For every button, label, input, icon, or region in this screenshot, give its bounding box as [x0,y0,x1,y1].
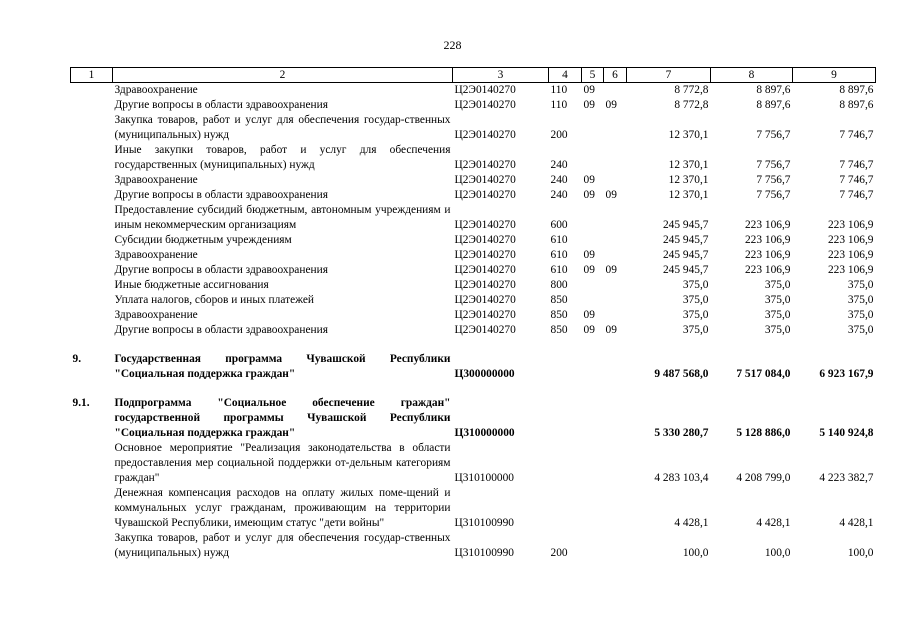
row-number [71,278,113,293]
target-article-code: Ц310100000 [454,472,514,484]
item-name: Здравоохранение [114,309,198,321]
subsection-code [604,531,627,561]
amount-year-3: 223 106,9 [827,234,874,246]
amount-year-3: 375,0 [847,294,874,306]
section-code: 09 [583,264,595,276]
expense-type-code: 110 [550,84,568,96]
table-row [71,248,876,263]
table-row [71,188,876,203]
section-code: 09 [583,309,595,321]
item-name: Закупка товаров, работ и услуг для обеспечения государ-ственных (муниципальных) нужд [114,532,451,559]
table-row [71,203,876,233]
amount-year-2: 7 756,7 [756,129,791,141]
expense-type-code: 240 [550,174,568,186]
amount-year-2: 7 756,7 [756,189,791,201]
amount-year-1: 5 330 280,7 [654,427,709,439]
expense-type-code: 610 [550,234,568,246]
section-code: 09 [583,249,595,261]
row-number: 9. [72,353,82,365]
target-article-code: Ц2Э0140270 [454,249,516,261]
header-cell: 2 [113,68,453,83]
item-name: Другие вопросы в области здравоохранения [114,99,328,111]
subsection-code [604,278,627,293]
item-name: Здравоохранение [114,84,198,96]
header-cell: 7 [627,68,711,83]
table-row [71,113,876,143]
section-code: 09 [583,324,595,336]
target-article-code: Ц2Э0140270 [454,324,516,336]
subsection-code: 09 [605,189,617,201]
amount-year-2: 375,0 [764,309,791,321]
amount-year-2: 4 208 799,0 [736,472,791,484]
expense-type-code: 600 [550,219,568,231]
section-code: 09 [583,189,595,201]
row-number [71,323,113,338]
row-number [71,293,113,308]
item-name: Подпрограмма "Социальное обеспечение граждан" государственной программы Чувашской Республики "Социальная поддержка граждан" [114,397,451,439]
table-row [71,308,876,323]
target-article-code: Ц310000000 [454,427,515,439]
item-name: Здравоохранение [114,249,198,261]
subsection-code [604,352,627,382]
subsection-code [604,248,627,263]
expense-type-code [549,441,582,486]
section-code: 09 [583,99,595,111]
amount-year-2: 7 756,7 [756,174,791,186]
amount-year-2: 223 106,9 [744,234,791,246]
expense-type-code: 800 [550,279,568,291]
target-article-code: Ц2Э0140270 [454,279,516,291]
table-row [71,278,876,293]
amount-year-2: 7 517 084,0 [736,368,791,380]
expense-type-code: 240 [550,189,568,201]
amount-year-1: 4 428,1 [674,517,709,529]
table-row [71,531,876,561]
item-name: Уплата налогов, сборов и иных платежей [114,294,314,306]
amount-year-1: 12 370,1 [668,129,709,141]
target-article-code: Ц2Э0140270 [454,219,516,231]
amount-year-3: 7 746,7 [839,159,874,171]
table-row [71,173,876,188]
subsection-code [604,143,627,173]
amount-year-1: 245 945,7 [662,264,709,276]
table-row [71,83,876,99]
spacer-row [71,382,876,396]
header-cell: 4 [549,68,582,83]
table-row [71,293,876,308]
table-row [71,233,876,248]
amount-year-2: 7 756,7 [756,159,791,171]
row-number [71,531,113,561]
row-number [71,233,113,248]
table-row [71,396,876,441]
section-code [582,396,604,441]
amount-year-3: 7 746,7 [839,174,874,186]
spacer-row [71,338,876,352]
expense-type-code: 850 [550,294,568,306]
expense-type-code: 850 [550,309,568,321]
amount-year-1: 245 945,7 [662,234,709,246]
spacer-cell [71,338,876,352]
section-code [582,531,604,561]
expense-type-code: 200 [550,547,568,559]
amount-year-1: 8 772,8 [674,99,709,111]
amount-year-1: 4 283 103,4 [654,472,709,484]
amount-year-2: 223 106,9 [744,264,791,276]
section-code [582,143,604,173]
subsection-code [604,293,627,308]
item-name: Основное мероприятие "Реализация законодательства в области предоставления мер социальной поддержки от-дельным категориям граждан" [114,442,451,484]
section-code: 09 [583,84,595,96]
section-code [582,441,604,486]
target-article-code: Ц2Э0140270 [454,84,516,96]
table-row [71,486,876,531]
expense-type-code [549,352,582,382]
expense-type-code: 610 [550,264,568,276]
row-number [71,486,113,531]
amount-year-3: 4 428,1 [839,517,874,529]
header-cell: 9 [793,68,876,83]
header-cell: 8 [711,68,793,83]
target-article-code: Ц2Э0140270 [454,264,516,276]
section-code [582,203,604,233]
item-name: Предоставление субсидий бюджетным, автономным учреждениям и иным некоммерческим организациям [114,204,451,231]
item-name: Закупка товаров, работ и услуг для обеспечения государ-ственных (муниципальных) нужд [114,114,451,141]
item-name: Здравоохранение [114,174,198,186]
item-name: Субсидии бюджетным учреждениям [114,234,292,246]
table-row [71,352,876,382]
amount-year-1: 8 772,8 [674,84,709,96]
amount-year-1: 9 487 568,0 [654,368,709,380]
subsection-code: 09 [605,264,617,276]
section-code [582,113,604,143]
item-name: Другие вопросы в области здравоохранения [114,324,328,336]
amount-year-1: 12 370,1 [668,174,709,186]
amount-year-2: 100,0 [764,547,791,559]
table-row [71,441,876,486]
item-name: Другие вопросы в области здравоохранения [114,189,328,201]
target-article-code: Ц2Э0140270 [454,129,516,141]
subsection-code: 09 [605,324,617,336]
amount-year-3: 8 897,6 [839,99,874,111]
expense-type-code: 850 [550,324,568,336]
row-number [71,263,113,278]
item-name: Другие вопросы в области здравоохранения [114,264,328,276]
amount-year-1: 100,0 [682,547,709,559]
amount-year-3: 6 923 167,9 [819,368,874,380]
amount-year-2: 4 428,1 [756,517,791,529]
target-article-code: Ц2Э0140270 [454,309,516,321]
target-article-code: Ц310100990 [454,517,514,529]
spacer-cell [71,382,876,396]
subsection-code [604,113,627,143]
row-number: 9.1. [72,397,90,409]
row-number [71,143,113,173]
table-row [71,98,876,113]
section-code [582,352,604,382]
amount-year-3: 375,0 [847,309,874,321]
row-number [71,113,113,143]
item-name: Иные бюджетные ассигнования [114,279,269,291]
amount-year-2: 223 106,9 [744,249,791,261]
expense-type-code: 110 [550,99,568,111]
table-row [71,263,876,278]
page-number: 228 [443,38,462,52]
amount-year-1: 12 370,1 [668,159,709,171]
header-cell: 5 [582,68,604,83]
amount-year-3: 8 897,6 [839,84,874,96]
amount-year-2: 8 897,6 [756,84,791,96]
amount-year-2: 375,0 [764,324,791,336]
expense-type-code [549,396,582,441]
subsection-code [604,203,627,233]
table-row [71,143,876,173]
subsection-code: 09 [605,99,617,111]
amount-year-1: 375,0 [682,309,709,321]
section-code [582,293,604,308]
subsection-code [604,173,627,188]
amount-year-1: 375,0 [682,294,709,306]
row-number [71,203,113,233]
header-cell: 1 [71,68,113,83]
row-number [71,98,113,113]
amount-year-2: 5 128 886,0 [736,427,791,439]
expense-type-code: 610 [550,249,568,261]
target-article-code: Ц2Э0140270 [454,189,516,201]
subsection-code [604,308,627,323]
subsection-code [604,83,627,99]
header-cell: 6 [604,68,627,83]
subsection-code [604,233,627,248]
amount-year-3: 375,0 [847,324,874,336]
amount-year-3: 7 746,7 [839,129,874,141]
amount-year-2: 223 106,9 [744,219,791,231]
amount-year-1: 12 370,1 [668,189,709,201]
row-number [71,83,113,99]
target-article-code: Ц2Э0140270 [454,174,516,186]
amount-year-3: 5 140 924,8 [819,427,874,439]
row-number [71,308,113,323]
amount-year-2: 375,0 [764,294,791,306]
amount-year-3: 375,0 [847,279,874,291]
amount-year-3: 7 746,7 [839,189,874,201]
amount-year-3: 223 106,9 [827,264,874,276]
row-number [71,188,113,203]
item-name: Иные закупки товаров, работ и услуг для обеспечения государственных (муниципальных) нужд [114,144,451,171]
amount-year-1: 245 945,7 [662,249,709,261]
subsection-code [604,396,627,441]
amount-year-3: 4 223 382,7 [819,472,874,484]
budget-table [70,67,876,561]
header-row [71,68,876,83]
target-article-code: Ц300000000 [454,368,515,380]
subsection-code [604,441,627,486]
section-code: 09 [583,174,595,186]
amount-year-1: 375,0 [682,324,709,336]
amount-year-2: 8 897,6 [756,99,791,111]
section-code [582,233,604,248]
target-article-code: Ц310100990 [454,547,514,559]
amount-year-3: 100,0 [847,547,874,559]
subsection-code [604,486,627,531]
target-article-code: Ц2Э0140270 [454,99,516,111]
section-code [582,278,604,293]
item-name: Денежная компенсация расходов на оплату жилых поме-щений и коммунальных услуг гражданам, проживающим на территории Чувашской Республики, имеющим статус "дети войны" [114,487,451,529]
amount-year-3: 223 106,9 [827,219,874,231]
target-article-code: Ц2Э0140270 [454,159,516,171]
row-number [71,173,113,188]
amount-year-1: 375,0 [682,279,709,291]
amount-year-2: 375,0 [764,279,791,291]
table-row [71,323,876,338]
expense-type-code [549,486,582,531]
header-cell: 3 [453,68,549,83]
section-code [582,486,604,531]
expense-type-code: 200 [550,129,568,141]
row-number [71,248,113,263]
expense-type-code: 240 [550,159,568,171]
row-number [71,441,113,486]
amount-year-3: 223 106,9 [827,249,874,261]
target-article-code: Ц2Э0140270 [454,234,516,246]
item-name: Государственная программа Чувашской Республики "Социальная поддержка граждан" [114,353,451,380]
target-article-code: Ц2Э0140270 [454,294,516,306]
amount-year-1: 245 945,7 [662,219,709,231]
